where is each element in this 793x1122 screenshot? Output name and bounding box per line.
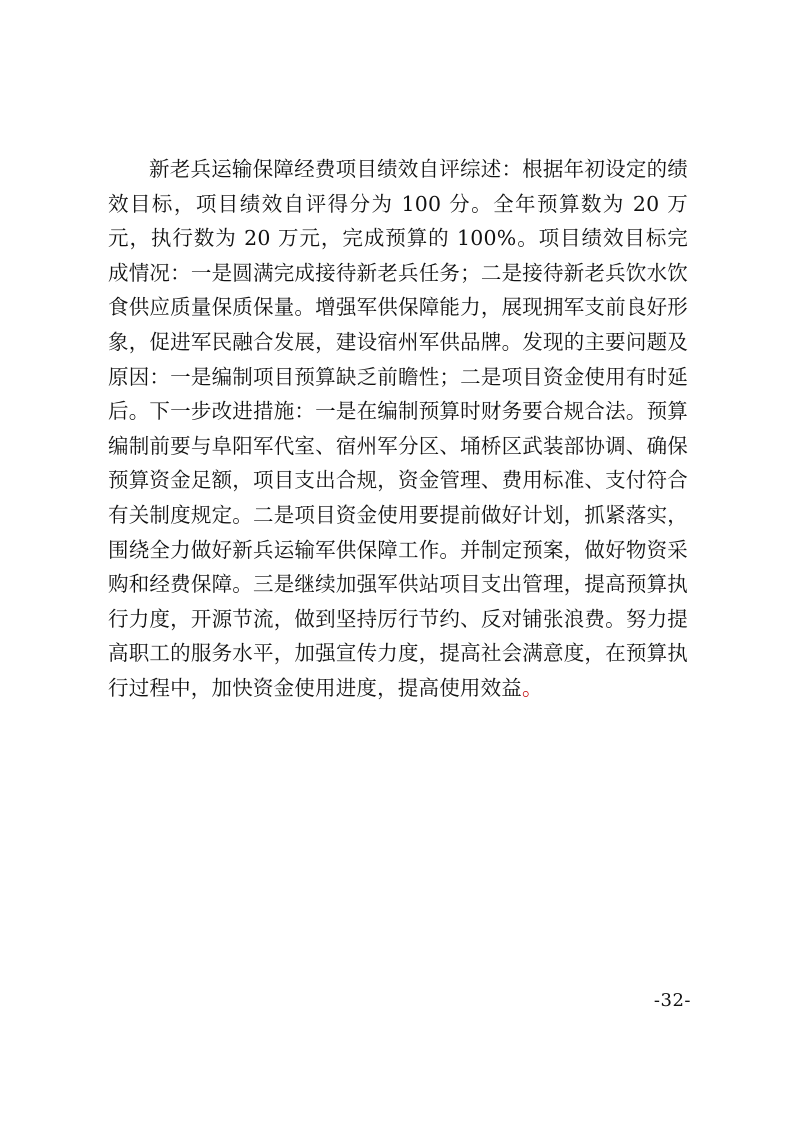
paragraph-text: 新老兵运输保障经费项目绩效自评综述：根据年初设定的绩效目标，项目绩效自评得分为 100 分。全年预算数为 20 万元，执行数为 20 万元，完成预算的 100%。项目绩效目标完成情况：一是圆满完成接待新老兵任务；二是接待新老兵饮水饮食供应质量保质保量。增强军供保障能力，展现拥军支前良好形象，促进军民融合发展，建设宿州军供品牌。发现的主要问题及原因：一是编制项目预算缺乏前瞻性；二是项目资金使用有时延后。下一步改进措施：一是在编制预算时财务要合规合法。预算编制前要与阜阳军代室、宿州军分区、埇桥区武装部协调、确保预算资金足额，项目支出合规，资金管理、费用标准、支付符合有关制度规定。二是项目资金使用要提前做好计划，抓紧落实，围绕全力做好新兵运输军供保障工作。并制定预案，做好物资采购和经费保障。三是继续加强军供站项目支出管理，提高预算执行力度，开源节流，做到坚持厉行节约、反对铺张浪费。努力提高职工的服务水平，加强宣传力度，提高社会满意度，在预算执行过程中，加快资金使用进度，提高使用效益 <box>108 157 688 700</box>
body-paragraph <box>108 152 688 706</box>
paragraph-end-mark: 。 <box>522 675 543 700</box>
page-number: -32- <box>653 990 691 1011</box>
